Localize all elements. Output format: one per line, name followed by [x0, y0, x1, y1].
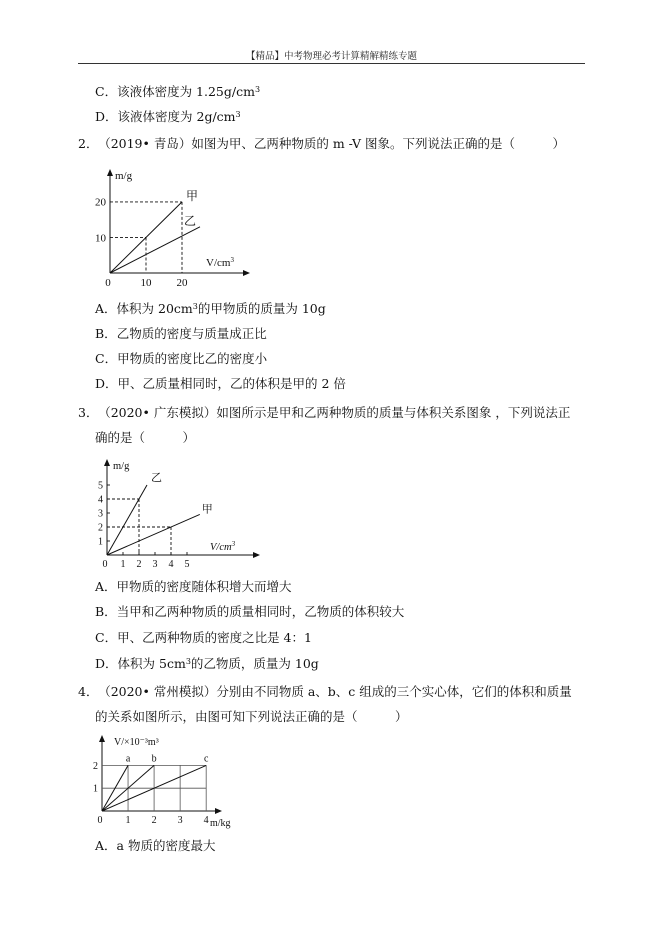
- q2-option-d: [95, 376, 346, 392]
- q3-option-b: [95, 604, 404, 620]
- option-text: 甲物质的密度比乙的密度小: [117, 351, 268, 366]
- option-text: 体积为 20cm: [116, 301, 193, 316]
- option-text-rest: 的乙物质，质量为 10g: [190, 656, 319, 671]
- x-tick-label: 0: [102, 559, 108, 570]
- option-label: C．: [95, 84, 118, 99]
- option-text: 甲、乙质量相同时，乙的体积是甲的 2 倍: [117, 376, 346, 391]
- q2-chart: [95, 165, 258, 290]
- y-tick-label: 5: [98, 480, 103, 492]
- x-tick-label: 1: [120, 559, 126, 570]
- question-number: 4．: [78, 684, 99, 699]
- x-tick-label: 1: [125, 815, 131, 826]
- series-label-甲: 甲: [186, 188, 199, 203]
- option-text: 甲、乙两种物质的密度之比是 4：1: [117, 630, 312, 645]
- x-tick-label: 20: [176, 277, 188, 289]
- option-text: 体积为 5cm: [117, 656, 186, 671]
- question-2-stem: [78, 136, 565, 152]
- y-tick-label: 4: [98, 494, 103, 506]
- x-tick-label: 3: [177, 815, 183, 826]
- option-label: C．: [95, 630, 118, 645]
- option-label: B．: [95, 604, 117, 619]
- q3-option-a: [95, 579, 292, 595]
- q4-option-a: [95, 838, 215, 854]
- question-number: 2．: [78, 136, 99, 151]
- series-label-乙: 乙: [151, 472, 162, 484]
- series-label-b: b: [151, 753, 157, 765]
- question-4-stem-cont: 的关系如图所示，由图可知下列说法正确的是（ ）: [95, 709, 408, 724]
- option-label: A．: [95, 838, 117, 853]
- series-label-c: c: [203, 753, 209, 765]
- option-sup: 3: [235, 110, 241, 119]
- q3-ylabel: m/g: [113, 461, 130, 472]
- question-text: （2019• 青岛）如图为甲、乙两种物质的 m -V 图象。下列说法正确的是（ ）: [104, 136, 565, 151]
- y-tick-label: 2: [98, 522, 103, 534]
- y-tick-label: 1: [93, 783, 98, 795]
- question-text: （2020• 广东模拟）如图所示是甲和乙两种物质的质量与体积关系图象 ，下列说法正: [104, 405, 571, 420]
- prev-option-c: [95, 84, 260, 100]
- question-4-stem: [78, 684, 572, 700]
- x-tick-label: 4: [203, 815, 209, 826]
- q2-option-b: [95, 326, 267, 342]
- x-tick-label: 2: [136, 559, 142, 570]
- series-line-乙: [110, 227, 200, 273]
- x-tick-label: 4: [168, 559, 174, 570]
- series-line-甲: [107, 514, 200, 555]
- q4-chart: [90, 730, 250, 832]
- q4-xlabel: m/kg: [210, 818, 231, 829]
- option-text-rest: 的甲物质的质量为 10g: [197, 301, 326, 316]
- option-text: 该液体密度为 2g/cm: [117, 109, 236, 124]
- x-tick-label: 10: [140, 277, 152, 289]
- question-3-stem-cont: 确的是（ ）: [95, 430, 196, 445]
- q4-ylabel: V/×10⁻³m³: [114, 737, 159, 748]
- x-tick-label: 3: [152, 559, 158, 570]
- q3-xlabel: $V/cm^3$: [210, 540, 236, 553]
- q2-ylabel: m/g: [115, 170, 133, 182]
- q3-axes: [104, 459, 260, 558]
- option-sup: 3: [192, 302, 198, 311]
- q3-chart: [96, 455, 266, 573]
- option-label: D．: [95, 109, 118, 124]
- option-label: A．: [95, 301, 117, 316]
- q3-option-c: [95, 630, 312, 646]
- x-tick-label: 0: [97, 815, 103, 826]
- question-text: （2020• 常州模拟）分别由不同物质 a、b、c 组成的三个实心体，它们的体积和质量: [104, 684, 572, 699]
- series-label-甲: 甲: [201, 503, 213, 516]
- x-tick-label: 2: [151, 815, 157, 826]
- y-tick-label: 3: [98, 508, 103, 520]
- x-tick-label: 5: [184, 559, 190, 570]
- series-label-乙: 乙: [184, 213, 197, 228]
- option-text: 甲物质的密度随体积增大而增大: [116, 579, 292, 594]
- q2-xlabel: $V/cm^3$: [206, 256, 234, 269]
- q2-option-c: [95, 351, 267, 367]
- option-text: 乙物质的密度与质量成正比: [116, 326, 267, 341]
- series-label-a: a: [125, 753, 131, 765]
- option-label: D．: [95, 376, 118, 391]
- question-number: 3．: [78, 405, 99, 420]
- option-text: a 物质的密度最大: [116, 838, 216, 853]
- question-3-stem: [78, 405, 570, 421]
- option-label: B．: [95, 326, 117, 341]
- q3-option-d: [95, 656, 319, 672]
- q2-option-a: [95, 301, 326, 317]
- prev-option-d: [95, 109, 241, 125]
- option-label: D．: [95, 656, 118, 671]
- series-line-乙: [107, 485, 147, 555]
- option-text: 该液体密度为 1.25g/cm: [117, 84, 255, 99]
- header-divider: [78, 63, 585, 64]
- x-tick-label: 0: [105, 277, 111, 289]
- y-tick-label: 2: [93, 760, 98, 772]
- option-text: 当甲和乙两种物质的质量相同时，乙物质的体积较大: [116, 604, 405, 619]
- option-label: A．: [95, 579, 117, 594]
- option-sup: 3: [254, 85, 261, 94]
- y-tick-label: 20: [95, 196, 106, 209]
- page-header: 【精品】中考物理必考计算精解精练专题: [245, 51, 417, 62]
- option-sup: 3: [185, 657, 191, 666]
- y-tick-label: 10: [95, 232, 106, 245]
- option-label: C．: [95, 351, 118, 366]
- y-tick-label: 1: [98, 536, 103, 548]
